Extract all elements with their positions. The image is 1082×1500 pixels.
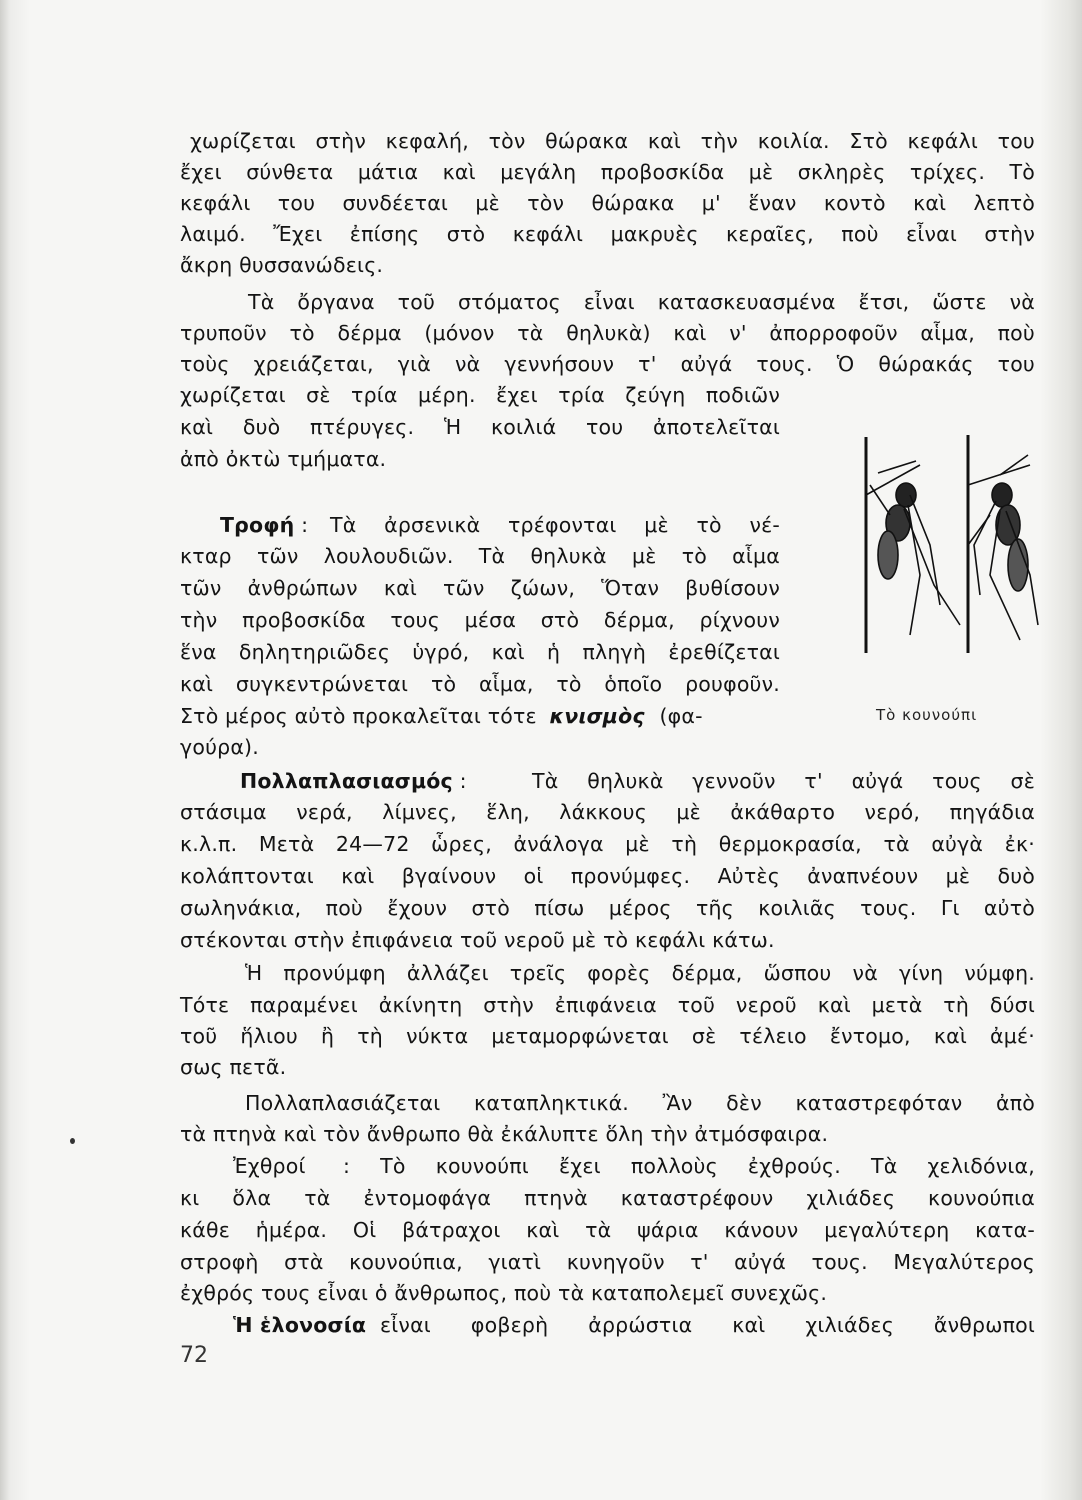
- text-line-13: κταρ τῶν λουλουδιῶν. Τὰ θηλυκὰ μὲ τὸ αἷμα: [180, 544, 780, 568]
- text-line-30: Πολλαπλασιάζεται καταπληκτικά. Ἂν δὲν καταστρεφόταν ἀπὸ: [245, 1091, 1035, 1115]
- text-line-26: Ἡ προνύμφη ἀλλάζει τρεῖς φορὲς δέρμα, ὥσπου νὰ γίνη νύμφη.: [245, 961, 1035, 985]
- text-line-32: : Τὸ κουνούπι ἔχει πολλοὺς ἐχθρούς. Τὰ χελιδόνια,: [343, 1154, 1035, 1178]
- text-line-18-start: Στὸ μέρος αὐτὸ προκαλεῖται τότε: [180, 704, 537, 728]
- text-line-2: ἔχει σύνθετα μάτια καὶ μεγάλη προβοσκίδα μὲ σκληρὲς τρίχες. Τὸ: [180, 160, 1035, 184]
- text-line-6: Τὰ ὄργανα τοῦ στόματος εἶναι κατασκευασμένα ἔτσι, ὥστε νὰ: [248, 290, 1035, 314]
- text-line-1: χωρίζεται στὴν κεφαλή, τὸν θώρακα καὶ τὴν κοιλία. Στὸ κεφάλι του: [190, 129, 1035, 153]
- heading-pollaplasiasmos-row: [240, 766, 467, 797]
- heading-trofi-sep: :: [301, 513, 309, 537]
- heading-pollaplasiasmos-sep: :: [459, 769, 467, 793]
- text-line-11: ἀπὸ ὀκτὼ τμήματα.: [180, 447, 387, 471]
- text-line-37: εἶναι φοβερὴ ἀρρώστια καὶ χιλιάδες ἄνθρωποι: [380, 1313, 1035, 1337]
- text-line-8: τοὺς χρειάζεται, γιὰ νὰ γεννήσουν τ' αὐγά τους. Ὁ θώρακάς του: [180, 352, 1035, 376]
- text-line-27: Τότε παραμένει ἀκίνητη στὴν ἐπιφάνεια τοῦ νεροῦ καὶ μετὰ τὴ δύσι: [180, 993, 1035, 1017]
- text-line-14: τῶν ἀνθρώπων καὶ τῶν ζώων, Ὅταν βυθίσουν: [180, 576, 780, 600]
- figure-caption: Τὸ κουνούπι: [876, 706, 978, 724]
- text-line-15: τὴν προβοσκίδα τους μέσα στὸ δέρμα, ρίχνουν: [180, 608, 780, 632]
- page-number: 72: [180, 1343, 208, 1368]
- text-line-9: χωρίζεται σὲ τρία μέρη. ἔχει τρία ζεύγη ποδιῶν: [180, 383, 780, 407]
- text-line-18-end: (φα-: [659, 704, 703, 728]
- text-line-10: καὶ δυὸ πτέρυγες. Ἡ κοιλιά του ἀποτελεῖται: [180, 415, 780, 439]
- text-line-36: ἐχθρός τους εἶναι ὁ ἄνθρωπος, ποὺ τὰ καταπολεμεῖ συνεχῶς.: [180, 1281, 828, 1305]
- text-line-4: λαιμό. Ἔχει ἐπίσης στὸ κεφάλι μακρυὲς κεραῖες, ποὺ εἶναι στὴν: [180, 222, 1035, 246]
- text-line-22: κ.λ.π. Μετὰ 24—72 ὧρες, ἀνάλογα μὲ τὴ θερμοκρασία, τὰ αὐγὰ ἐκ·: [180, 832, 1035, 856]
- text-line-3: κεφάλι του συνδέεται μὲ τὸν θώρακα μ' ἕναν κοντὸ καὶ λεπτὸ: [180, 191, 1035, 215]
- emphasis-knismos: κνισμὸς: [549, 704, 645, 728]
- text-line-24: σωληνάκια, ποὺ ἔχουν στὸ πίσω μέρος τῆς κοιλιᾶς τους. Γι αὐτὸ: [180, 896, 1035, 920]
- text-line-29: σως πετᾶ.: [180, 1055, 287, 1079]
- text-line-20: Τὰ θηλυκὰ γεννοῦν τ' αὐγά τους σὲ: [532, 769, 1035, 793]
- mosquito-illustration: [850, 425, 1046, 655]
- text-line-23: κολάπτονται καὶ βγαίνουν οἱ προνύμφες. Αὐτὲς ἀναπνέουν μὲ δυὸ: [180, 864, 1035, 888]
- text-line-28: τοῦ ἥλιου ἢ τὴ νύκτα μεταμορφώνεται σὲ τέλειο ἔντομο, καὶ ἀμέ·: [180, 1024, 1035, 1048]
- text-line-19: γούρα).: [180, 735, 259, 759]
- heading-trofi-row: [220, 510, 308, 541]
- heading-elonosia: Ἡ ἑλονοσία: [233, 1313, 367, 1337]
- text-line-33: κι ὅλα τὰ ἐντομοφάγα πτηνὰ καταστρέφουν χιλιάδες κουνούπια: [180, 1186, 1035, 1210]
- text-line-21: στάσιμα νερά, λίμνες, ἕλη, λάκκους μὲ ἀκάθαρτο νερό, πηγάδια: [180, 800, 1035, 824]
- text-line-18: [180, 701, 703, 732]
- text-line-34: κάθε ἡμέρα. Οἱ βάτραχοι καὶ τὰ ψάρια κάνουν μεγαλύτερη κατα-: [180, 1218, 1035, 1242]
- margin-mark: [70, 1138, 75, 1144]
- text-line-16: ἕνα δηλητηριῶδες ὑγρό, καὶ ἡ πληγὴ ἐρεθίζεται: [180, 640, 780, 664]
- text-line-17: καὶ συγκεντρώνεται τὸ αἷμα, τὸ ὁποῖο ρουφοῦν.: [180, 672, 780, 696]
- heading-pollaplasiasmos: Πολλαπλασιασμός: [240, 769, 453, 793]
- text-line-25: στέκονται στὴν ἐπιφάνεια τοῦ νεροῦ μὲ τὸ κεφάλι κάτω.: [180, 928, 775, 952]
- text-line-7: τρυποῦν τὸ δέρμα (μόνον τὰ θηλυκὰ) καὶ ν' ἀπορροφοῦν αἷμα, ποὺ: [180, 321, 1035, 345]
- heading-echthroi: Ἐχθροί: [233, 1154, 306, 1178]
- text-line-5: ἄκρη θυσσανώδεις.: [180, 253, 384, 277]
- text-line-35: στροφὴ στὰ κουνούπια, γιατὶ κυνηγοῦν τ' αὐγά τους. Μεγαλύτερος: [180, 1250, 1035, 1274]
- text-line-12: Τὰ ἀρσενικὰ τρέφονται μὲ τὸ νέ-: [330, 513, 780, 537]
- heading-trofi: Τροφή: [220, 513, 295, 537]
- text-line-31: τὰ πτηνὰ καὶ τὸν ἄνθρωπο θὰ ἐκάλυπτε ὅλη τὴν ἀτμόσφαιρα.: [180, 1122, 829, 1146]
